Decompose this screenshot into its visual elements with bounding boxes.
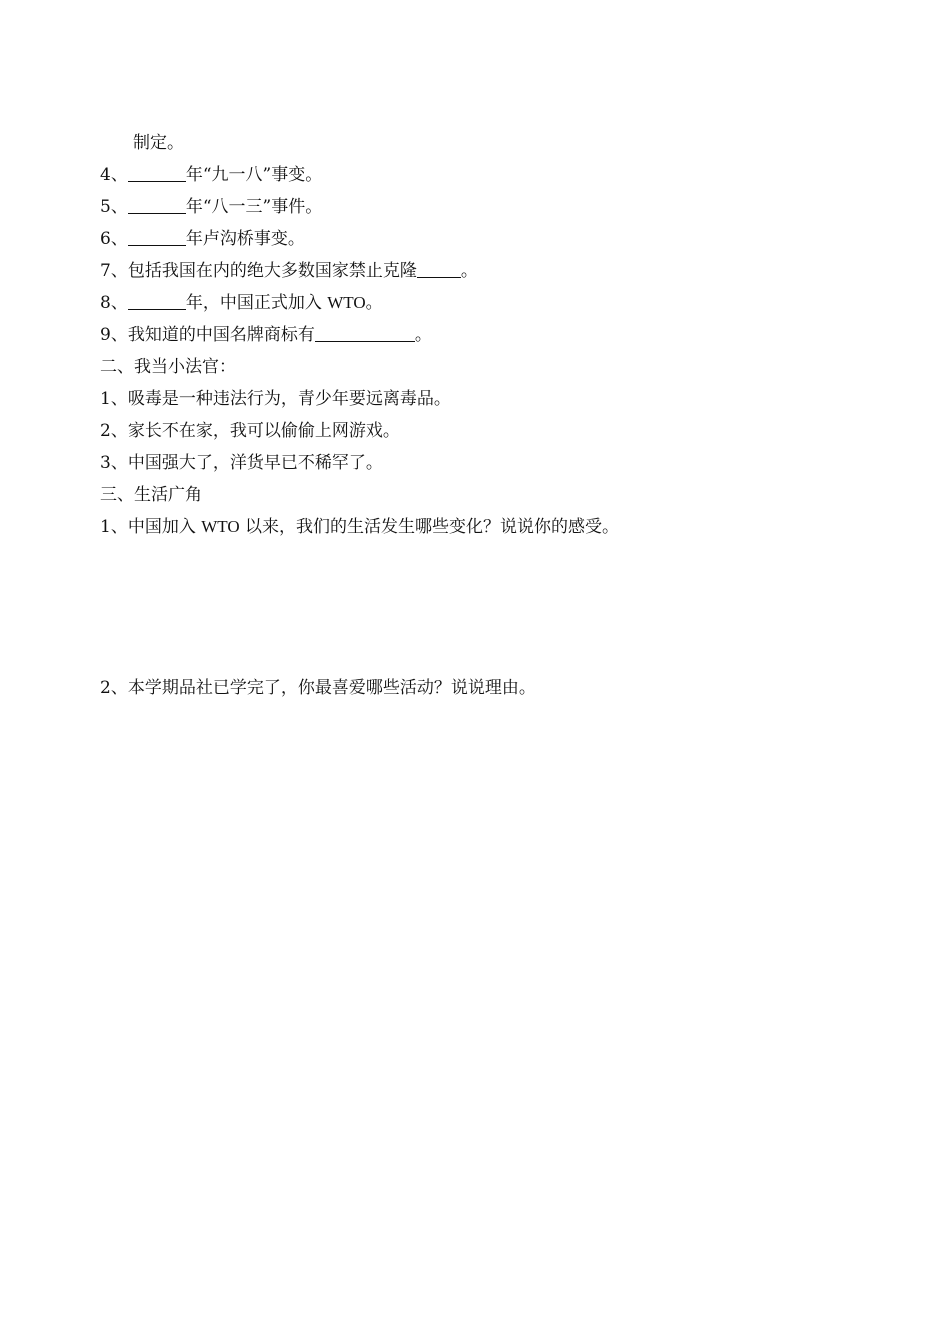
question-end: 。 <box>365 293 383 313</box>
question-5 <box>100 196 322 218</box>
question-text: 7、包括我国在内的绝大多数国家禁止克隆 <box>100 261 417 281</box>
question-text: 1、中国加入 <box>100 517 202 537</box>
question-7 <box>100 260 478 282</box>
question-4 <box>100 164 322 186</box>
question-text: 年“八一三”事件。 <box>185 197 323 217</box>
life-question-1 <box>100 516 619 538</box>
wto-text: WTO <box>201 517 240 536</box>
answer-blank[interactable] <box>128 164 186 182</box>
answer-blank[interactable] <box>128 292 186 310</box>
question-9 <box>100 324 432 346</box>
question-number: 8、 <box>100 293 128 313</box>
answer-blank[interactable] <box>128 228 186 246</box>
question-6 <box>100 228 305 250</box>
question-8 <box>100 292 383 314</box>
answer-blank[interactable] <box>315 324 415 342</box>
wto-text: WTO <box>327 293 366 312</box>
question-number: 5、 <box>100 197 128 217</box>
question-text: 年卢沟桥事变。 <box>185 229 305 249</box>
answer-blank[interactable] <box>128 196 186 214</box>
judge-item-1: 1、吸毒是一种违法行为，青少年要远离毒品。 <box>100 389 451 409</box>
question-text: 年“九一八”事变。 <box>185 165 323 185</box>
judge-item-3: 3、中国强大了，洋货早已不稀罕了。 <box>100 453 383 473</box>
section-heading-life: 三、生活广角 <box>100 485 202 505</box>
question-text: 以来，我们的生活发生哪些变化？说说你的感受。 <box>239 517 620 537</box>
question-end: 。 <box>414 325 432 345</box>
section-heading-judge: 二、我当小法官： <box>100 357 236 377</box>
question-number: 4、 <box>100 165 128 185</box>
question-text: 9、我知道的中国名牌商标有 <box>100 325 315 345</box>
life-question-2: 2、本学期品社已学完了，你最喜爱哪些活动？说说理由。 <box>100 678 536 698</box>
judge-item-2: 2、家长不在家，我可以偷偷上网游戏。 <box>100 421 400 441</box>
continued-text: 制定。 <box>133 133 184 153</box>
question-end: 。 <box>460 261 478 281</box>
question-text: 年，中国正式加入 <box>185 293 328 313</box>
question-number: 6、 <box>100 229 128 249</box>
answer-blank[interactable] <box>417 260 461 278</box>
